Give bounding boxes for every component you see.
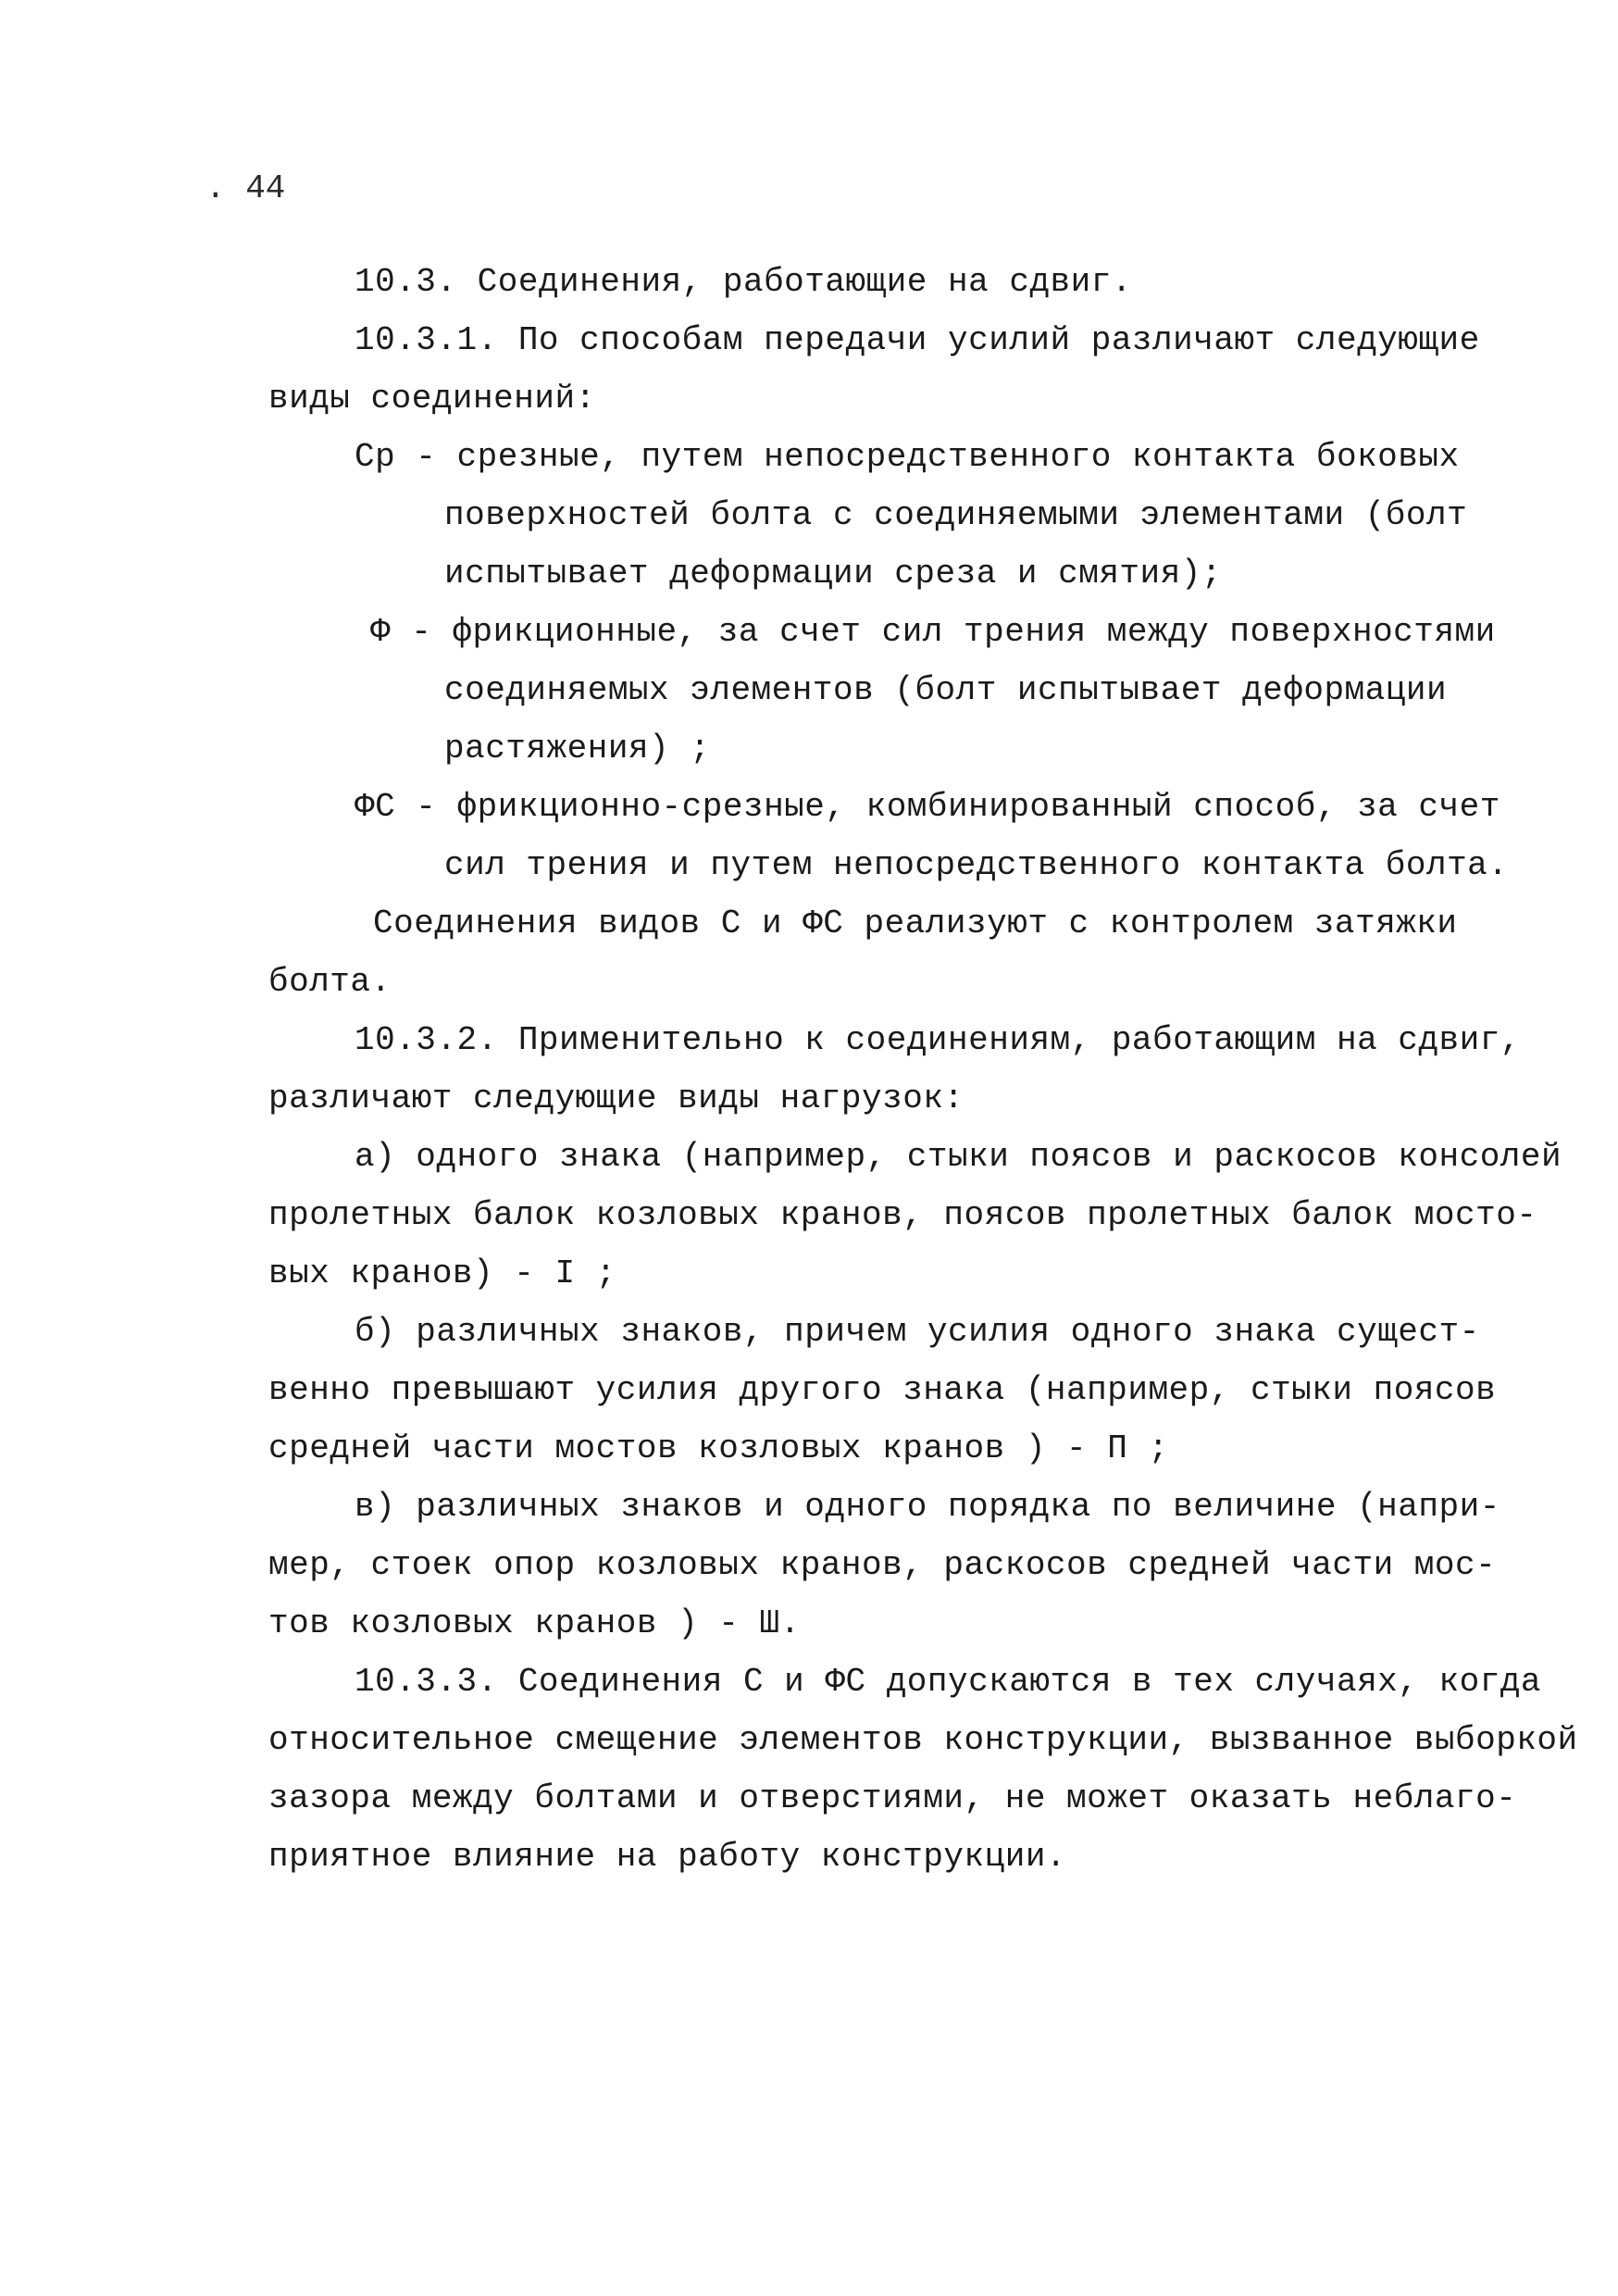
paragraph-line: тов козловых кранов ) - Ш. — [268, 1604, 801, 1642]
paragraph-line: 10.3.2. Применительно к соединениям, работающим на сдвиг, — [355, 1021, 1521, 1059]
paragraph-line: вых кранов) - I ; — [268, 1254, 616, 1292]
paragraph-line: венно превышают усилия другого знака (например, стыки поясов — [268, 1371, 1497, 1409]
list-item-line: Ср - срезные, путем непосредственного контакта боковых — [355, 438, 1460, 476]
paragraph-line: 10.3.3. Соединения С и ФС допускаются в тех случаях, когда — [355, 1663, 1542, 1701]
list-item-line: растяжения) ; — [444, 730, 711, 767]
paragraph-line: виды соединений: — [268, 380, 596, 418]
list-item-line: поверхностей болта с соединяемыми элементами (болт — [444, 496, 1468, 534]
paragraph-line: болта. — [268, 963, 392, 1001]
paragraph-line: относительное смещение элементов конструкции, вызванное выборкой — [268, 1721, 1578, 1759]
paragraph-line: 10.3.1. По способам передачи усилий различают следующие — [355, 321, 1480, 359]
paragraph-line: в) различных знаков и одного порядка по величине (напри- — [355, 1488, 1500, 1526]
list-item-line: Ф - фрикционные, за счет сил трения между поверхностями — [370, 613, 1496, 651]
list-item-line: ФС - фрикционно-срезные, комбинированный способ, за счет — [355, 788, 1500, 826]
paragraph-line: приятное влияние на работу конструкции. — [268, 1838, 1067, 1876]
page-number: . 44 — [205, 169, 286, 207]
section-heading: 10.3. Соединения, работающие на сдвиг. — [355, 263, 1132, 301]
paragraph-line: б) различных знаков, причем усилия одного знака сущест- — [355, 1313, 1480, 1351]
list-item-line: сил трения и путем непосредственного контакта болта. — [444, 846, 1509, 884]
paragraph-line: различают следующие виды нагрузок: — [268, 1079, 965, 1117]
paragraph-line: зазора между болтами и отверстиями, не может оказать неблаго- — [268, 1779, 1517, 1817]
paragraph-line: мер, стоек опор козловых кранов, раскосов средней части мос- — [268, 1546, 1497, 1584]
paragraph-line: средней части мостов козловых кранов ) - П ; — [268, 1429, 1169, 1467]
list-item-line: испытывает деформации среза и смятия); — [444, 555, 1222, 593]
paragraph-line: а) одного знака (например, стыки поясов и раскосов консолей — [355, 1138, 1562, 1176]
list-item-line: соединяемых элементов (болт испытывает деформации — [444, 671, 1448, 709]
paragraph-line: пролетных балок козловых кранов, поясов пролетных балок мосто- — [268, 1196, 1537, 1234]
paragraph-line: Соединения видов С и ФС реализуют с контролем затяжки — [373, 905, 1458, 942]
